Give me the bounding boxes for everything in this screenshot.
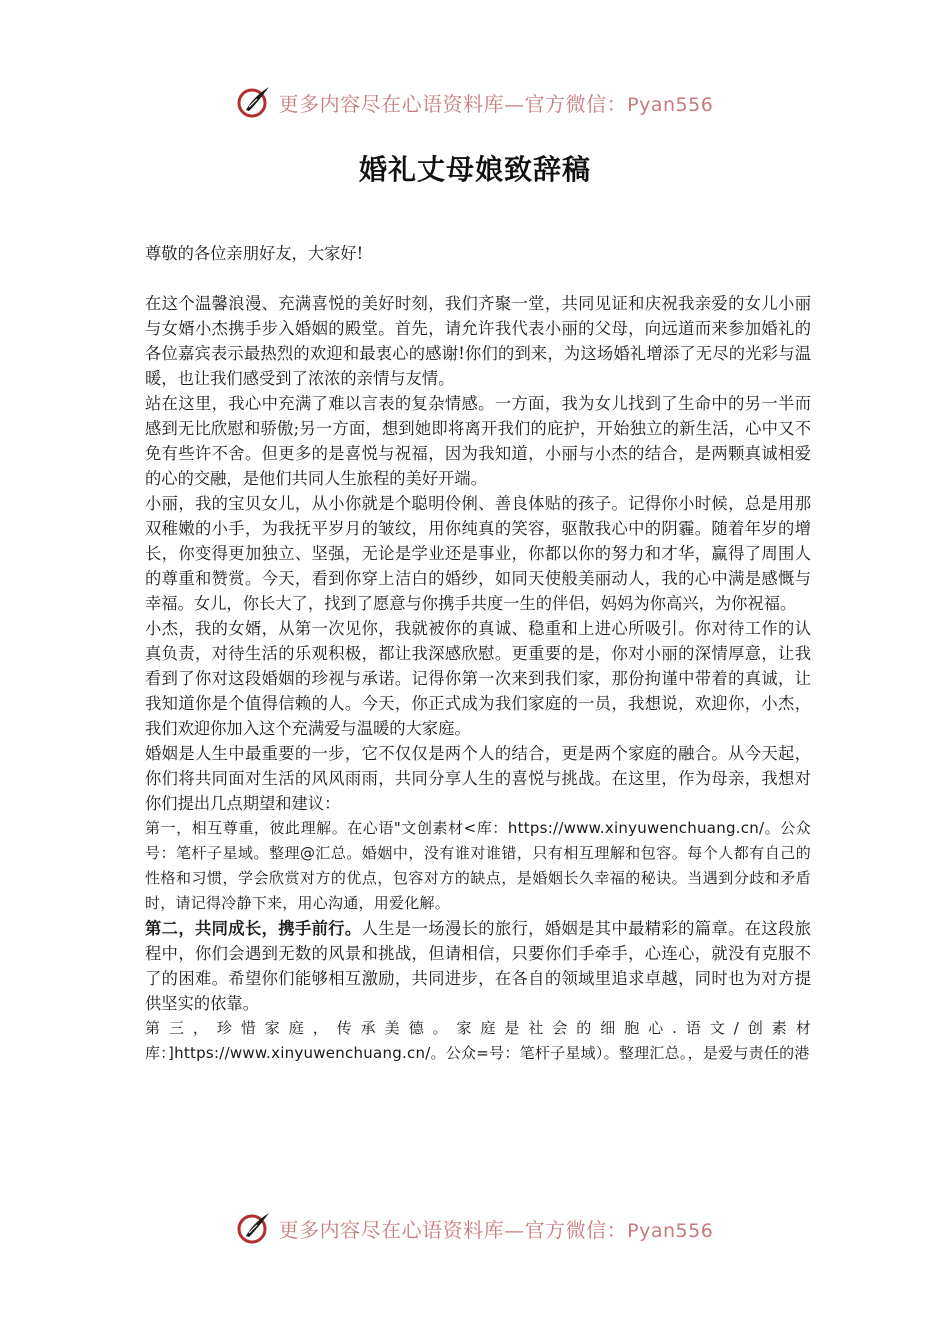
document-body — [145, 241, 811, 1066]
paragraph: 在这个温馨浪漫、充满喜悦的美好时刻，我们齐聚一堂，共同见证和庆祝我亲爱的女儿小丽与女婿小杰携手步入婚姻的殿堂。首先，请允许我代表小丽的父母，向远道而来参加婚礼的各位嘉宾表示最热烈的欢迎和最衷心的感谢!你们的到来，为这场婚礼增添了无尽的光彩与温暖，也让我们感受到了浓浓的亲情与友情。 — [145, 294, 811, 388]
banner-wechat-id: Pyan556 — [627, 93, 714, 116]
banner-text-cn: 更多内容尽在心语资料库—官方微信： — [278, 1217, 628, 1242]
feather-logo-icon — [237, 85, 271, 119]
paragraph: 小丽，我的宝贝女儿，从小你就是个聪明伶俐、善良体贴的孩子。记得你小时候，总是用那双稚嫩的小手，为我抚平岁月的皱纹，用你纯真的笑容，驱散我心中的阴霾。随着年岁的增长，你变得更加独立、坚强，无论是学业还是事业，你都以你的努力和才华，赢得了周围人的尊重和赞赏。今天，看到你穿上洁白的婚纱，如同天使般美丽动人，我的心中满是感慨与幸福。女儿，你长大了，找到了愿意与你携手共度一生的伴侣，妈妈为你高兴，为你祝福。 — [145, 494, 811, 613]
feather-logo-icon — [237, 1211, 271, 1245]
banner-wechat-id: Pyan556 — [627, 1219, 714, 1242]
header-banner — [0, 80, 950, 124]
point-one: 第一，相互尊重，彼此理解。在心语"文创素材<库：https://www.xinyuwenchuang.cn/。公众号：笔杆子星域。整理@汇总。婚姻中，没有谁对谁错，只有相互理解和包容。每个人都有自己的性格和习惯，学会欣赏对方的优点，包容对方的缺点，是婚姻长久幸福的秘诀。当遇到分歧和矛盾时，请记得冷静下来，用心沟通，用爱化解。 — [145, 819, 811, 912]
point-two-lead: 第二，共同成长，携手前行。 — [145, 919, 362, 938]
banner-text — [279, 88, 714, 117]
paragraph: 小杰，我的女婿，从第一次见你，我就被你的真诚、稳重和上进心所吸引。你对待工作的认真负责，对待生活的乐观积极，都让我深感欣慰。更重要的是，你对小丽的深情厚意，让我看到了你对这段婚姻的珍视与承诺。记得你第一次来到我们家，那份拘谨中带着的真诚，让我知道你是个值得信赖的人。今天，你正式成为我们家庭的一员，我想说，欢迎你，小杰，我们欢迎你加入这个充满爱与温暖的大家庭。 — [145, 619, 811, 738]
banner-text — [279, 1214, 714, 1243]
footer-banner — [0, 1206, 950, 1250]
paragraph: 婚姻是人生中最重要的一步，它不仅仅是两个人的结合，更是两个家庭的融合。从今天起，你们将共同面对生活的风风雨雨，共同分享人生的喜悦与挑战。在这里，作为母亲，我想对你们提出几点期望和建议： — [145, 744, 811, 813]
document-title: 婚礼丈母娘致辞稿 — [358, 153, 591, 186]
greeting: 尊敬的各位亲朋好友，大家好! — [145, 244, 364, 263]
paragraph: 站在这里，我心中充满了难以言表的复杂情感。一方面，我为女儿找到了生命中的另一半而感到无比欣慰和骄傲;另一方面，想到她即将离开我们的庇护，开始独立的新生活，心中又不免有些许不舍。但更多的是喜悦与祝福，因为我知道，小丽与小杰的结合，是两颗真诚相爱的心的交融，是他们共同人生旅程的美好开端。 — [145, 394, 811, 488]
point-three: 第三，珍惜家庭，传承美德。家庭是社会的细胞心.语文/创素材库：]https://www.xinyuwenchuang.cn/。公众=号：笔杆子星域）。整理汇总。，是爱与责任的港 — [145, 1019, 811, 1062]
point-two — [145, 916, 811, 1016]
banner-text-cn: 更多内容尽在心语资料库—官方微信： — [278, 91, 628, 116]
point-two-body: 人生是一场漫长的旅行，婚姻是其中最精彩的篇章。在这段旅程中，你们会遇到无数的风景和挑战，但请相信，只要你们手牵手，心连心，就没有克服不了的困难。希望你们能够相互激励，共同进步，在各自的领域里追求卓越，同时也为对方提供坚实的依靠。 — [145, 919, 811, 1013]
